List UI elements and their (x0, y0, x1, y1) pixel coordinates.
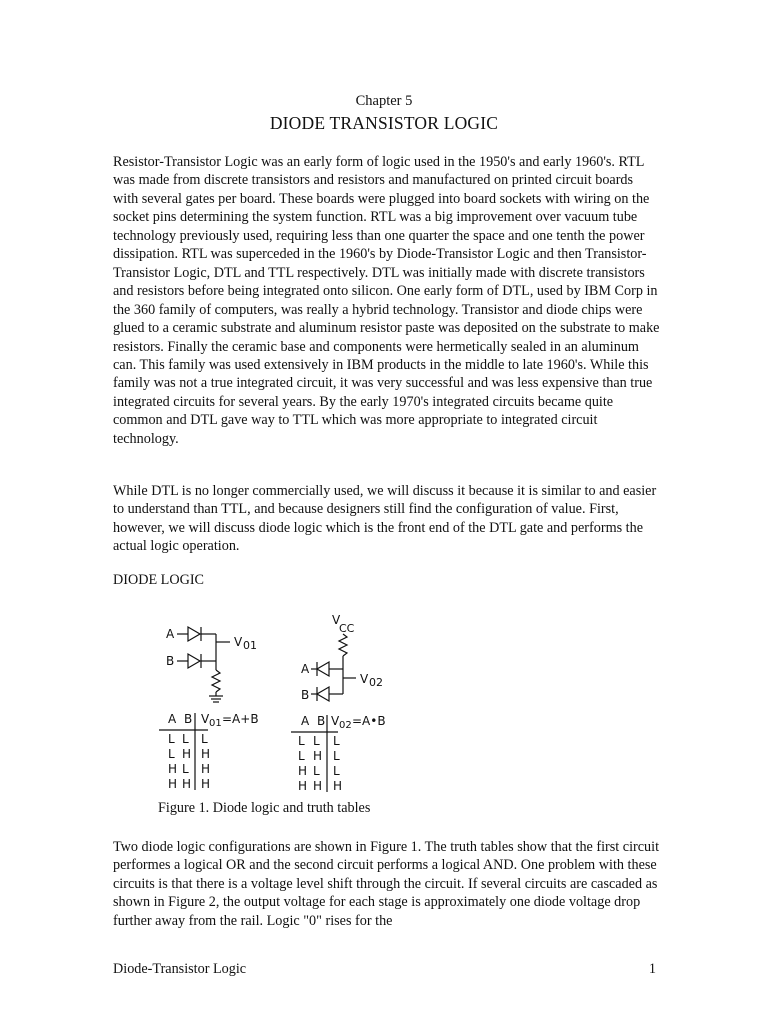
or-table-head-out: V (201, 712, 210, 726)
and-table-head-expr: =A•B (352, 714, 386, 728)
or-input-b-label: B (166, 654, 175, 668)
or-output-label: V (234, 635, 243, 649)
page-number: 1 (648, 961, 656, 977)
and-circuit-diagram (301, 613, 383, 702)
table-cell: L (333, 734, 340, 748)
or-resistor-icon (212, 670, 220, 692)
paragraph-diode-configurations: Two diode logic configurations are shown in Figure 1. The truth tables show that the first circuit performes a logical OR and the second circuit performs a logical AND. One problem with these circuits is that there is a voltage level shift through the circuit. If several circuits are cascaded as shown in Figure 2, the output voltage for each stage is approximately one diode voltage drop further away from the rail. Logic "0" rises for the (113, 839, 660, 929)
or-ground-icon (209, 692, 223, 702)
table-cell: H (313, 779, 323, 793)
table-cell: L (201, 732, 208, 746)
or-table-head-expr: =A+B (222, 712, 259, 726)
or-table-head-a: A (168, 712, 177, 726)
table-cell: H (298, 779, 308, 793)
chapter-title: DIODE TRANSISTOR LOGIC (269, 113, 499, 133)
table-cell: L (313, 764, 320, 778)
table-cell: H (333, 779, 343, 793)
table-cell: L (298, 734, 305, 748)
and-table-head-a: A (301, 714, 310, 728)
and-diode-b-icon (311, 687, 343, 701)
or-table-rows (168, 732, 210, 791)
table-cell: L (313, 734, 320, 748)
and-supply-label: V (332, 613, 341, 627)
table-cell: L (168, 732, 175, 746)
table-cell: L (182, 732, 189, 746)
table-cell: H (298, 764, 308, 778)
table-cell: H (201, 777, 211, 791)
or-circuit-diagram (166, 627, 257, 702)
and-diode-a-icon (311, 662, 343, 676)
footer-title: Diode-Transistor Logic (113, 961, 247, 977)
table-cell: H (201, 762, 211, 776)
and-input-a-label: A (301, 662, 310, 676)
and-output-subscript: 02 (369, 676, 383, 689)
and-truth-table (291, 714, 386, 793)
and-output-label: V (360, 672, 369, 686)
and-table-head-b: B (317, 714, 326, 728)
table-cell: L (182, 762, 189, 776)
paragraph-rtl-history: Resistor-Transistor Logic was an early form of logic used in the 1950's and early 1960's. RTL was made from discrete transistors and resistors and manufactured on printed circuit boards with several gates per board. These boards were plugged into board sockets with wiring on the socket pins determining the system function. RTL was a big improvement over vacuum tube technology previously used, requiring less than one quarter the space and one tenth the power dissipation. RTL was superceded in the 1960's by Diode-Transistor Logic and then Transistor-Transistor Logic, DTL and TTL respectively. DTL was initially made with discrete transistors and resistors before being integrated onto silicon. One early form of DTL, used by IBM Corp in the 360 family of computers, was really a hybrid technology. Transistor and diode chips were glued to a ceramic substrate and aluminum resistor paste was deposited on the substrate to make resistors. Finally the ceramic base and components were hermetically sealed in an aluminum can. This family was used extensively in IBM products in the middle to late 1960's. While this family was not a true integrated circuit, it was very successful and was less expensive than true integrated circuits for several years. By the early 1970's integrated circuits became quite common and DTL gave way to TTL which was more appropriate to integrated circuit technology. (113, 154, 660, 447)
table-cell: H (201, 747, 211, 761)
paragraph-dtl-intro: While DTL is no longer commercially used, we will discuss it because it is similar to and easier to understand than TTL, and because designers still find the configuration of value. First, however, we will discuss diode logic which is the front end of the DTL gate and performs the actual logic operation. (113, 483, 657, 555)
figure-diode-logic (150, 612, 410, 802)
and-table-head-sub: 02 (339, 720, 352, 731)
chapter-label: Chapter 5 (355, 93, 413, 109)
or-diode-a-icon (177, 627, 216, 641)
and-table-rows (298, 734, 342, 793)
or-diode-b-icon (177, 654, 216, 668)
diode-logic-figure (150, 612, 410, 802)
table-cell: H (168, 777, 178, 791)
table-cell: H (313, 749, 323, 763)
table-cell: L (168, 747, 175, 761)
and-supply-subscript: CC (339, 622, 355, 635)
table-cell: H (168, 762, 178, 776)
or-table-head-b: B (184, 712, 193, 726)
and-input-b-label: B (301, 688, 310, 702)
table-cell: L (333, 764, 340, 778)
and-resistor-icon (339, 634, 347, 656)
and-table-head-out: V (331, 714, 340, 728)
or-output-subscript: 01 (243, 639, 257, 652)
table-cell: H (182, 777, 192, 791)
table-cell: H (182, 747, 192, 761)
or-table-head-sub: 01 (209, 718, 222, 729)
or-input-a-label: A (166, 627, 175, 641)
table-cell: L (298, 749, 305, 763)
table-cell: L (333, 749, 340, 763)
section-heading-diode-logic: DIODE LOGIC (113, 572, 205, 588)
or-truth-table (159, 712, 259, 791)
figure-caption: Figure 1. Diode logic and truth tables (158, 800, 371, 816)
